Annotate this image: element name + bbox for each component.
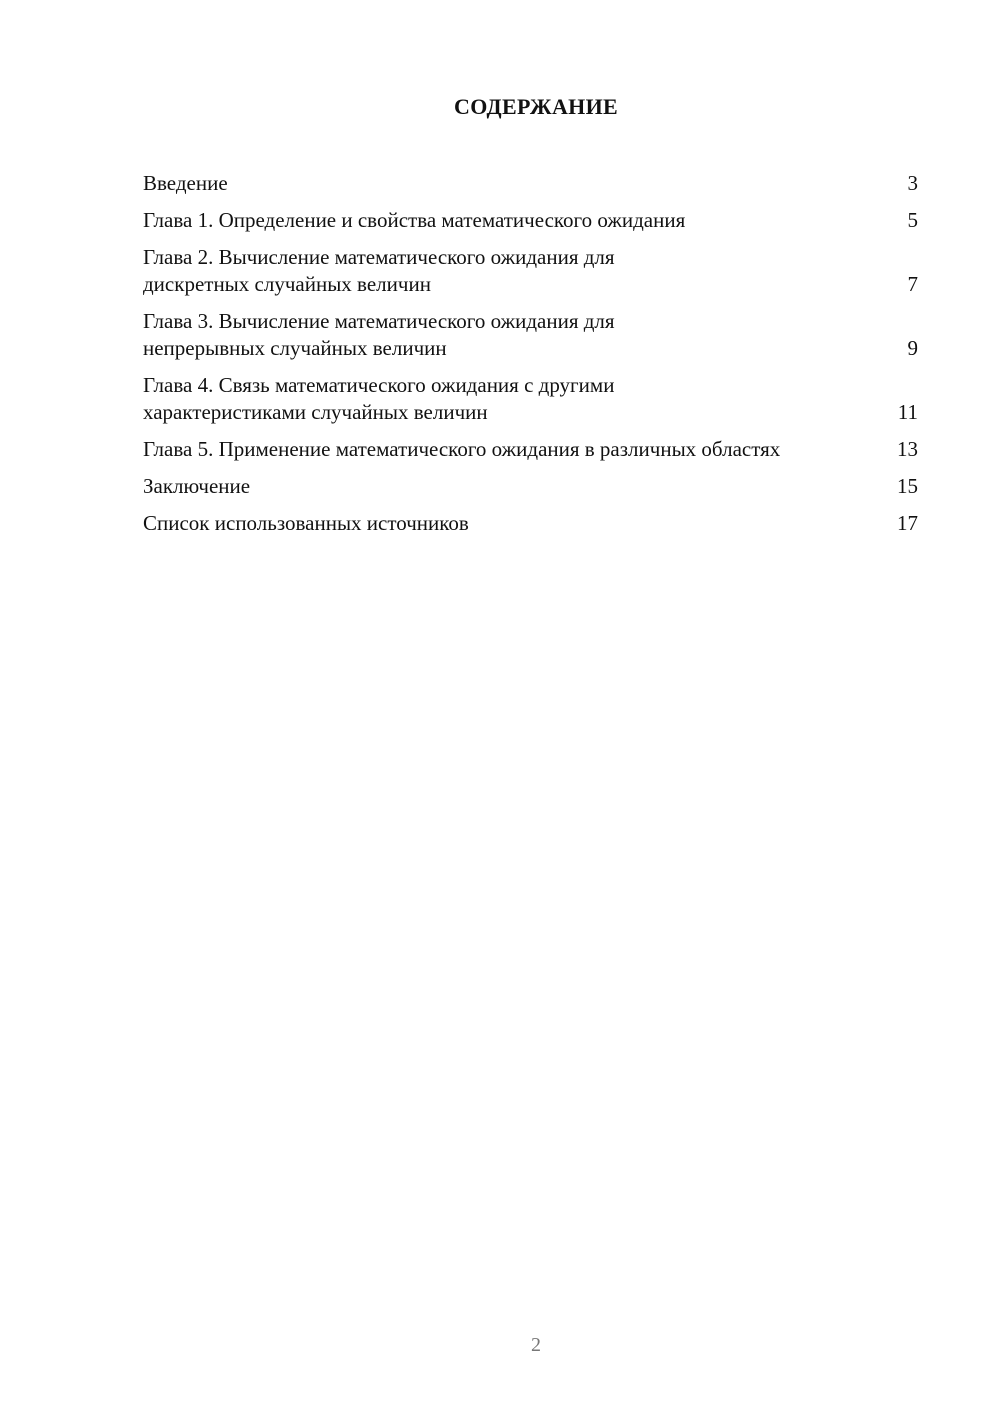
toc-entry-page: 15: [897, 474, 918, 498]
table-of-contents: [143, 170, 918, 547]
toc-entry-text: Глава 3. Вычисление математического ожидания для непрерывных случайных величин: [143, 309, 615, 360]
toc-entry-text: Глава 1. Определение и свойства математического ожидания: [143, 208, 686, 232]
toc-entry-references[interactable]: [143, 510, 918, 537]
toc-entry-conclusion[interactable]: [143, 473, 918, 500]
toc-entry-chapter-3[interactable]: [143, 308, 918, 362]
toc-entry-chapter-4[interactable]: [143, 372, 918, 426]
toc-entry-page: 3: [907, 171, 918, 195]
toc-entry-chapter-5[interactable]: [143, 436, 918, 463]
toc-entry-chapter-1[interactable]: [143, 207, 918, 234]
toc-entry-text: Глава 2. Вычисление математического ожидания для дискретных случайных величин: [143, 245, 615, 296]
toc-entry-chapter-2[interactable]: [143, 244, 918, 298]
toc-entry-text: Заключение: [143, 474, 251, 498]
toc-entry-text: Глава 4. Связь математического ожидания с другими характеристиками случайных величин: [143, 373, 615, 424]
page-number: 2: [531, 1334, 541, 1356]
toc-entry-text: Глава 5. Применение математического ожидания в различных областях: [143, 437, 781, 461]
toc-entry-page: 7: [907, 272, 918, 296]
toc-entry-page: 5: [907, 208, 918, 232]
toc-entry-text: Введение: [143, 171, 228, 195]
toc-entry-page: 17: [897, 511, 918, 535]
toc-entry-page: 13: [897, 437, 918, 461]
toc-entry-page: 11: [897, 400, 918, 424]
page-title: СОДЕРЖАНИЕ: [454, 94, 618, 119]
toc-entry-page: 9: [907, 336, 918, 360]
toc-entry-introduction[interactable]: [143, 170, 918, 197]
toc-entry-text: Список использованных источников: [143, 511, 469, 535]
